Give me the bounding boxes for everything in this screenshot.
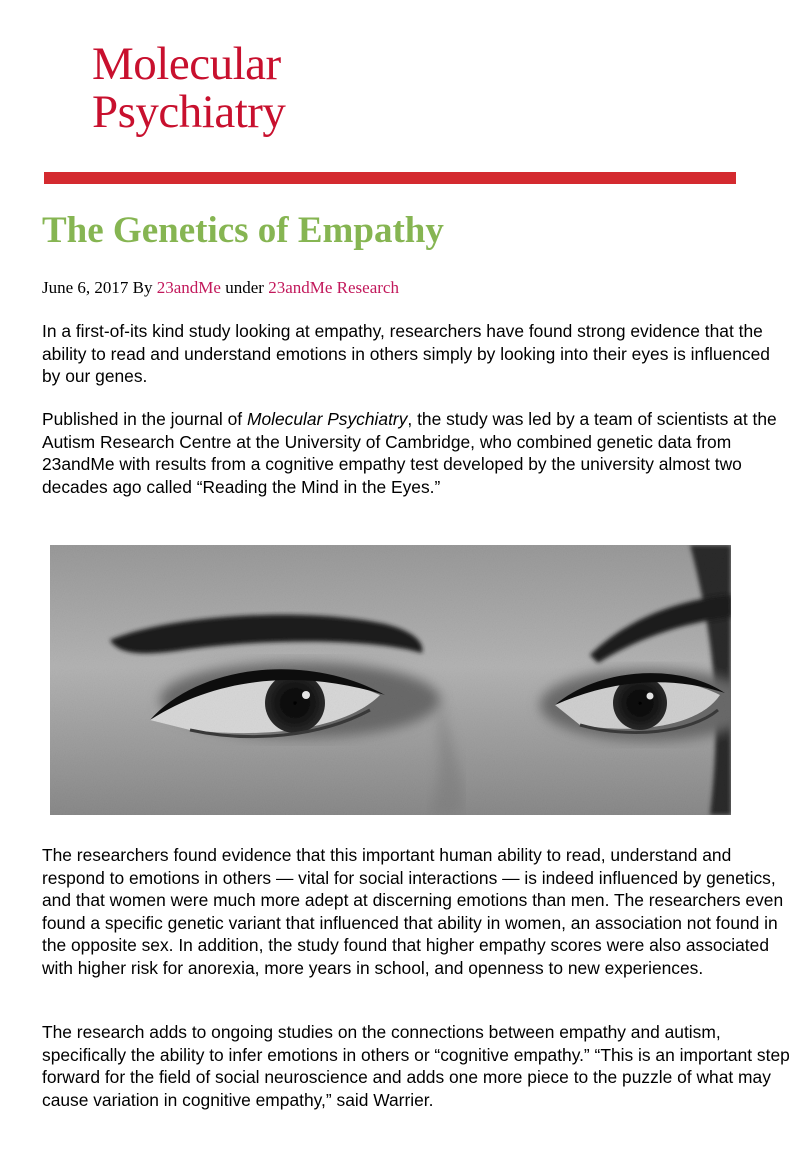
paragraph-findings: The researchers found evidence that this important human ability to read, understand and respond to emotions in others — vital for social interactions — is indeed influenced by genetics, and that women were much more adept at discerning emotions than men. The researchers even found a specific genetic variant that influenced that ability in women, an association not found in the opposite sex. In addition, the study found that higher empathy scores were also associated with higher risk for anorexia, more years in school, and openness to new experiences. [42,845,784,978]
publish-date: June 6, 2017 [42,278,129,297]
paragraph-published-end: , the study was led by a team of scientists at the Autism Research Centre at the University of Cambridge, who combined genetic data from 23andMe with results from a cognitive empathy test developed by the university almost two decades ago called “Reading the Mind in the Eyes.” [42,409,777,497]
logo-line-1: Molecular [92,38,281,90]
paragraph-published [42,408,792,498]
category-link[interactable]: 23andMe Research [268,278,399,297]
byline-under: under [225,278,264,297]
logo-line-2: Psychiatry [92,86,286,138]
eyes-photo [50,545,731,815]
header-divider [44,172,736,184]
paragraph-published-start: Published in the journal of [42,409,247,429]
journal-name: Molecular Psychiatry [246,409,408,429]
author-link[interactable]: 23andMe [156,278,221,297]
article-title: The Genetics of Empathy [42,210,444,251]
byline [42,277,399,299]
paragraph-conclusion: The research adds to ongoing studies on the connections between empathy and autism, specifically the ability to infer emotions in others or “cognitive empathy.” “This is an important step forward for the field of social neuroscience and adds one more piece to the puzzle of what may cause variation in cognitive empathy,” said Warrier. [42,1022,790,1110]
byline-by: By [132,278,153,297]
journal-logo [92,40,285,136]
paragraph-intro: In a first-of-its kind study looking at empathy, researchers have found strong evidence that the ability to read and understand emotions in others simply by looking into their eyes is influenced by our genes. [42,321,770,387]
